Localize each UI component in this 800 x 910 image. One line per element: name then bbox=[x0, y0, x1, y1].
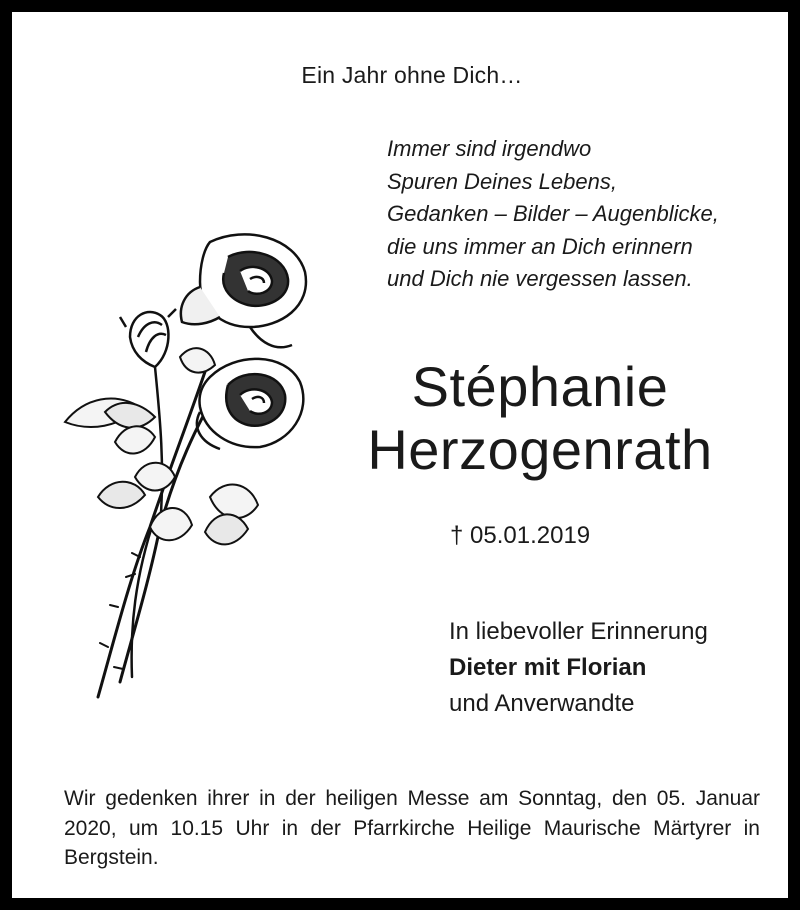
rose-branch-icon bbox=[60, 227, 320, 707]
last-name: Herzogenrath bbox=[367, 418, 713, 481]
mass-announcement: Wir gedenken ihrer in der heiligen Messe am Sonntag, den 05. Januar 2020, um 10.15 Uhr in der Pfarrkirche Heilige Maurische Märtyrer in Bergstein. bbox=[64, 787, 760, 869]
poem bbox=[387, 133, 787, 296]
poem-line: Spuren Deines Lebens, bbox=[387, 168, 617, 194]
first-name: Stéphanie bbox=[411, 355, 669, 418]
poem-line: die uns immer an Dich erinnern bbox=[387, 233, 693, 259]
death-date: † 05.01.2019 bbox=[450, 522, 591, 549]
poem-line: und Dich nie vergessen lassen. bbox=[387, 266, 693, 291]
signature-others: und Anverwandte bbox=[449, 690, 635, 717]
poem-line: Gedanken – Bilder – Augenblicke, bbox=[387, 201, 719, 226]
signature-intro: In liebevoller Erinnerung bbox=[449, 618, 708, 645]
poem-line: Immer sind irgendwo bbox=[387, 136, 592, 161]
signature-block bbox=[449, 614, 708, 722]
signature-names: Dieter mit Florian bbox=[449, 654, 647, 681]
headline: Ein Jahr ohne Dich… bbox=[301, 62, 523, 88]
deceased-name bbox=[330, 355, 750, 481]
